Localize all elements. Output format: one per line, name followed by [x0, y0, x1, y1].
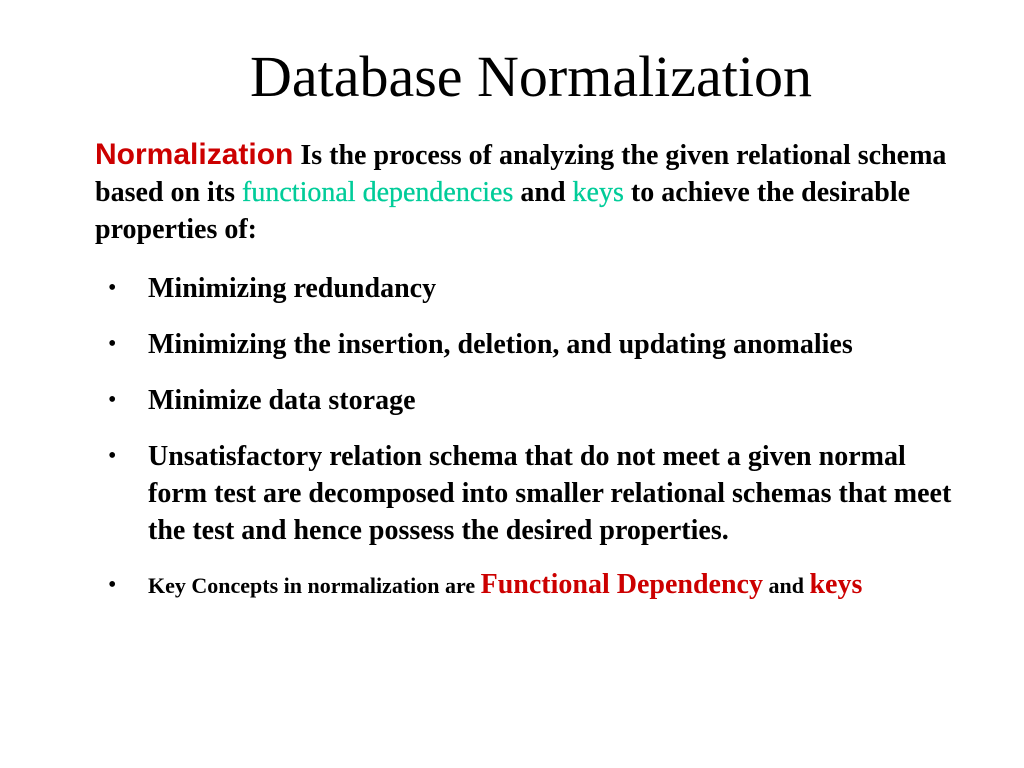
intro-text-part2: and [520, 177, 566, 208]
intro-paragraph [95, 136, 955, 248]
normalization-term: Normalization [95, 138, 294, 171]
keys-highlight: keys [572, 177, 624, 208]
bullet-list [108, 270, 968, 622]
bullet-icon: • [108, 331, 117, 357]
bullet-text: Unsatisfactory relation schema that do not meet a given normal form test are decomposed into smaller relational schemas that meet the test and hence possess the desired properties. [148, 441, 952, 546]
functional-dependency-highlight: Functional Dependency [480, 569, 763, 600]
bullet-text: Minimizing redundancy [148, 273, 437, 304]
bullet-text: Minimizing the insertion, deletion, and updating anomalies [148, 329, 853, 360]
list-item [108, 326, 968, 363]
key-concepts-middle: and [768, 573, 804, 598]
list-item [108, 438, 968, 549]
bullet-icon: • [108, 572, 117, 598]
keys-red-highlight: keys [809, 569, 863, 600]
list-item [108, 382, 968, 419]
bullet-icon: • [108, 275, 117, 301]
functional-dependencies-highlight: functional dependencies [242, 177, 514, 208]
key-concepts-prefix: Key Concepts in normalization are [148, 573, 476, 598]
slide-title: Database Normalization [249, 44, 813, 109]
bullet-text: Minimize data storage [148, 385, 416, 416]
list-item [108, 270, 968, 307]
list-item-key-concepts [108, 568, 968, 603]
intro-text-part3: to achieve the desirable properties of: [95, 177, 911, 245]
intro-text-part1: Is the process of analyzing the given relational schema based on its [95, 140, 947, 208]
bullet-icon: • [108, 387, 117, 413]
bullet-icon: • [108, 443, 117, 469]
